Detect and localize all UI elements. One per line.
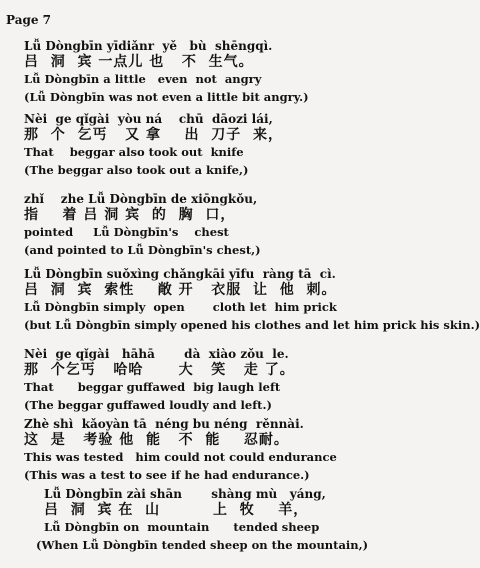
gloss-line: Lǚ Dòngbīn simply open cloth let him prick [24, 300, 337, 314]
pinyin-line: zhǐ zhe Lǚ Dòngbīn de xiōngkǒu, [24, 192, 258, 206]
chinese-line: 吕 洞 宾 一点儿 也 不 生气。 [24, 54, 254, 70]
translation-line: (When Lǚ Dòngbīn tended sheep on the mountain,) [36, 538, 369, 552]
pinyin-line: Lǚ Dòngbīn zài shān shàng mù yáng, [44, 487, 326, 501]
gloss-line: Lǚ Dòngbīn on mountain tended sheep [44, 520, 320, 534]
pinyin-line: Zhè shì kǎoyàn tā néng bu néng rěnnài. [24, 417, 304, 431]
gloss-line: That beggar also took out knife [24, 145, 244, 159]
pinyin-line: Nèi ge qǐgài yòu ná chū dāozi lái, [24, 112, 273, 126]
translation-line: (The beggar guffawed loudly and left.) [24, 398, 272, 412]
translation-line: (This was a test to see if he had endurance.) [24, 468, 310, 482]
translation-line: (and pointed to Lǚ Dòngbīn's chest,) [24, 243, 261, 257]
translation-line: (The beggar also took out a knife,) [24, 163, 249, 177]
gloss-line: pointed Lǚ Dòngbīn's chest [24, 225, 229, 239]
chinese-line: 那 个乞丐 哈哈 大 笑 走 了。 [24, 362, 295, 378]
gloss-line: Lǚ Dòngbīn a little even not angry [24, 72, 262, 86]
chinese-line: 指 着 吕 洞 宾 的 胸 口， [24, 207, 236, 223]
chinese-line: 这 是 考验 他 能 不 能 忍耐。 [24, 432, 289, 448]
translation-line: (but Lǚ Dòngbīn simply opened his clothes and let him prick his skin.) [24, 318, 480, 332]
pinyin-line: Nèi ge qǐgài hāhā dà xiào zǒu le. [24, 347, 289, 361]
pinyin-line: Lǚ Dòngbīn yīdiǎnr yě bù shēngqì. [24, 39, 273, 53]
pinyin-line: Lǚ Dòngbīn suǒxìng chǎngkāi yīfu ràng tā cì. [24, 267, 336, 281]
chinese-line: 那 个 乞丐 又 拿 出 刀子 来， [24, 127, 283, 143]
translation-line: (Lǚ Dòngbīn was not even a little bit angry.) [24, 90, 309, 104]
chinese-line: 吕 洞 宾 索性 敞 开 衣服 让 他 刺。 [24, 282, 337, 298]
gloss-line: That beggar guffawed big laugh left [24, 380, 281, 394]
chinese-line: 吕 洞 宾 在 山 上 牧 羊， [44, 502, 309, 518]
page-number: Page 7 [6, 13, 52, 27]
gloss-line: This was tested him could not could endurance [24, 450, 337, 464]
